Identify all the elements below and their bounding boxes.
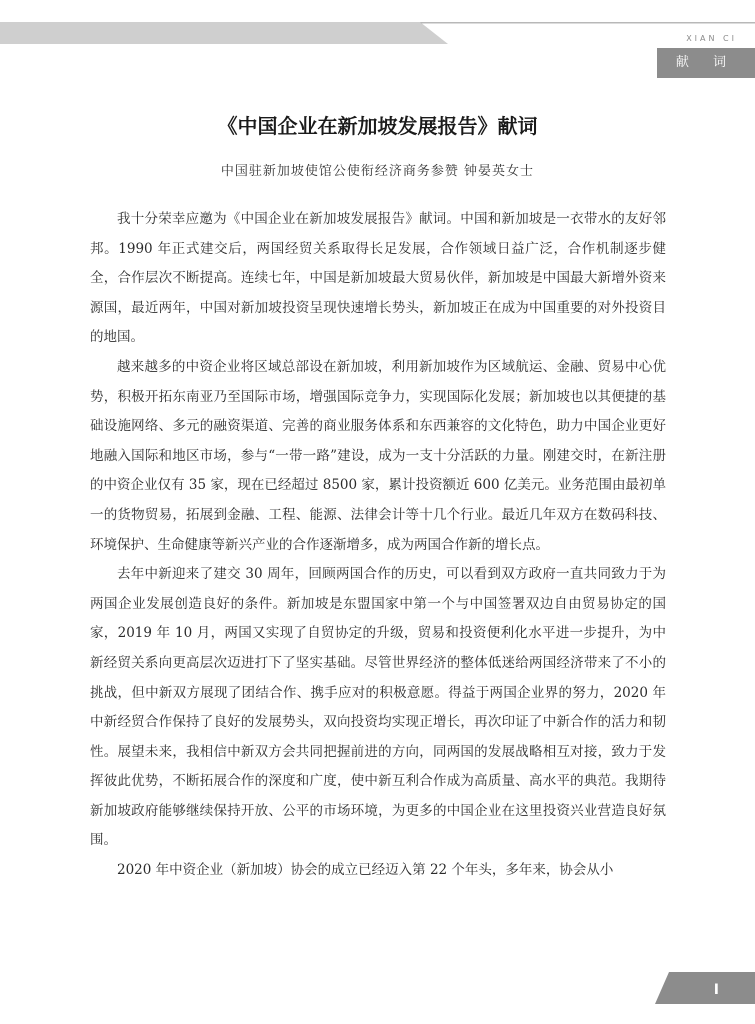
section-tab <box>657 48 755 78</box>
paragraph-2: 越来越多的中资企业将区域总部设在新加坡，利用新加坡作为区域航运、金融、贸易中心优势，积极开拓东南亚乃至国际市场，增强国际竞争力，实现国际化发展；新加坡也以其便捷的基础设施网络、多元的融资渠道、完善的商业服务体系和东西兼容的文化特色，助力中国企业更好地融入国际和地区市场，参与“一带一路”建设，成为一支十分活跃的力量。刚建交时，在新注册的中资企业仅有 35 家，现在已经超过 8500 家，累计投资额近 600 亿美元。业务范围由最初单一的货物贸易，拓展到金融、工程、能源、法律会计等十几个行业。最近几年双方在数码科技、环境保护、生命健康等新兴产业的合作逐渐增多，成为两国合作新的增长点。 <box>90 358 666 553</box>
paragraph-1: 我十分荣幸应邀为《中国企业在新加坡发展报告》献词。中国和新加坡是一衣带水的友好邻邦。1990 年正式建交后，两国经贸关系取得长足发展，合作领域日益广泛，合作机制逐步健全，合作层次不断提高。连续七年，中国是新加坡最大贸易伙伴，新加坡是中国最大新增外资来源国，最近两年，中国对新加坡投资呈现快速增长势头，新加坡正在成为中国重要的对外投资目的地国。 <box>90 211 666 346</box>
header-decorative-bar <box>0 22 755 44</box>
page-number: I <box>713 982 719 998</box>
paragraph-4: 2020 年中资企业（新加坡）协会的成立已经迈入第 22 个年头，多年来，协会从小 <box>117 862 614 879</box>
paragraph-3: 去年中新迎来了建交 30 周年，回顾两国合作的历史，可以看到双方政府一直共同致力于为两国企业发展创造良好的条件。新加坡是东盟国家中第一个与中国签署双边自由贸易协定的国家，2019 年 10 月，两国又实现了自贸协定的升级，贸易和投资便利化水平进一步提升，为中新经贸关系向更高层次迈进打下了坚实基础。尽管世界经济的整体低迷给两国经济带来了不小的挑战，但中新双方展现了团结合作、携手应对的积极意愿。得益于两国企业界的努力，2020 年中新经贸合作保持了良好的发展势头，双向投资均实现正增长，再次印证了中新合作的活力和韧性。展望未来，我相信中新双方会共同把握前进的方向，同两国的发展战略相互对接，致力于发挥彼此优势，不断拓展合作的深度和广度，使中新互利合作成为高质量、高水平的典范。我期待新加坡政府能够继续保持开放、公平的市场环境，为更多的中国企业在这里投资兴业营造良好氛围。 <box>90 566 666 849</box>
section-tab-label: 献 词 <box>675 55 737 70</box>
section-pinyin-label: XIAN CI <box>686 34 737 43</box>
page-number-tab <box>655 972 755 1004</box>
page-title: 《中国企业在新加坡发展报告》献词 <box>217 114 538 138</box>
author-line: 中国驻新加坡使馆公使衔经济商务参赞 钟晏英女士 <box>220 164 535 179</box>
article-body <box>90 205 666 886</box>
